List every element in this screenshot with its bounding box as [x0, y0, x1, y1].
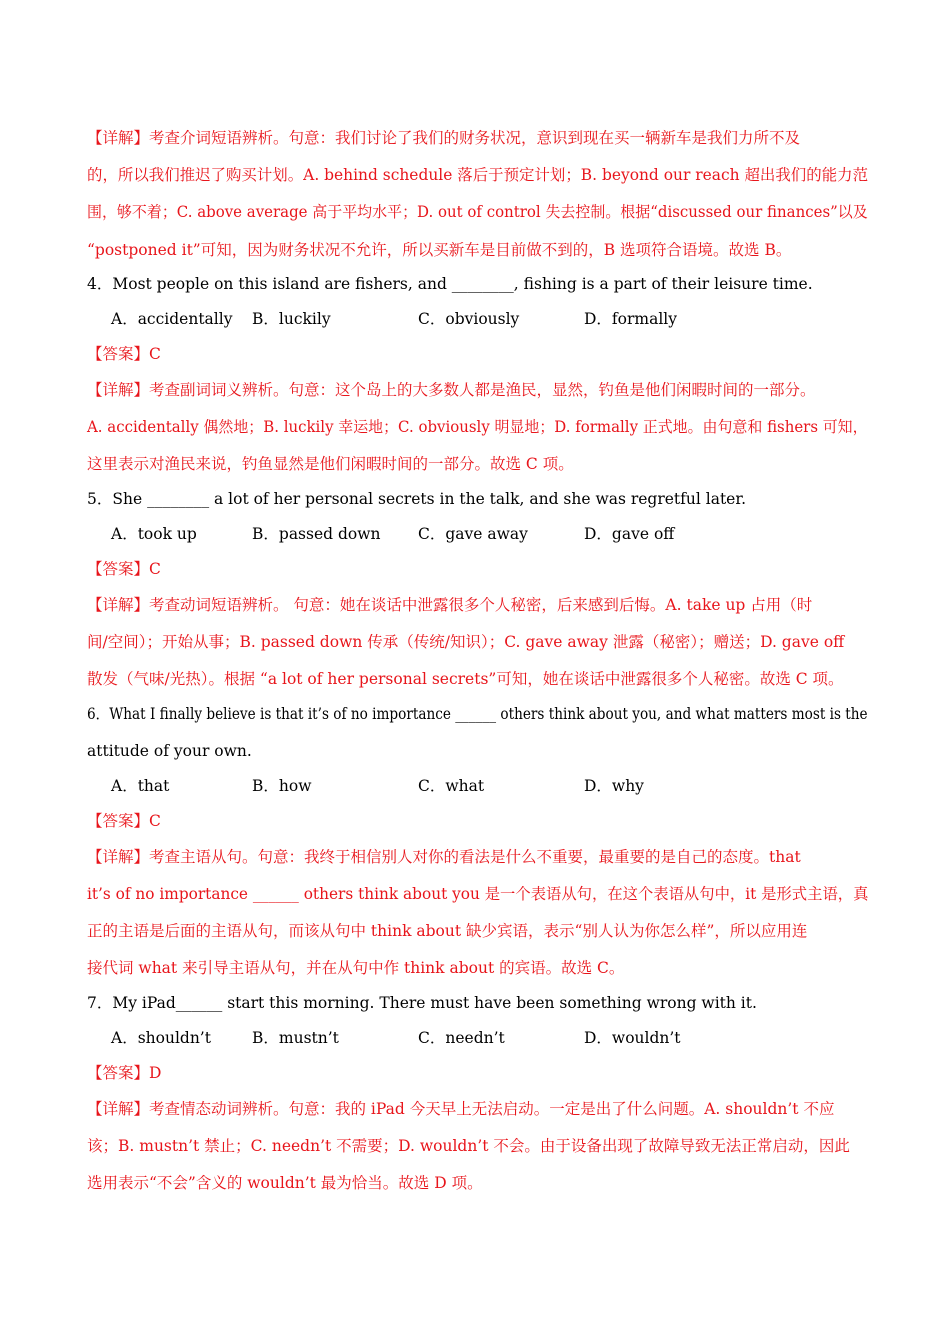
q3-detail-line-2: 的，所以我们推迟了购买计划。A. behind schedule 落后于预定计划；B. beyond our reach 超出我们的能力范	[87, 166, 869, 184]
q4-detail-line-1: 【详解】考查副词词义辨析。句意：这个岛上的大多数人都是渔民，显然，钓鱼是他们闲暇时间的一部分。	[87, 381, 816, 399]
q3-detail-line-3: 围，够不着；C. above average 高于平均水平；D. out of control 失去控制。根据“discussed our finances”以及	[87, 203, 868, 221]
q6-question-line-1: 6．What I finally believe is that it’s of no importance ______ others think about you, and what matters most is the	[87, 705, 868, 723]
q5-option-c: C．gave away	[418, 525, 528, 543]
q5-option-a: A．took up	[111, 525, 197, 543]
q7-option-b: B．mustn’t	[252, 1029, 339, 1047]
q6-detail-line-3: 正的主语是后面的主语从句，而该从句中 think about 缺少宾语，表示“别人认为你怎么样”，所以应用连	[87, 922, 808, 940]
q5-answer: 【答案】C	[87, 560, 161, 578]
q7-detail-line-2: 该；B. mustn’t 禁止；C. needn’t 不需要；D. wouldn’t 不会。由于设备出现了故障导致无法正常启动，因此	[87, 1137, 850, 1155]
q4-option-a: A．accidentally	[111, 310, 233, 328]
q6-detail-line-4: 接代词 what 来引导主语从句，并在从句中作 think about 的宾语。故选 C。	[87, 959, 625, 977]
q5-question: 5．She ________ a lot of her personal secrets in the talk, and she was regretful later.	[87, 490, 746, 508]
q4-detail-line-2: A. accidentally 偶然地；B. luckily 幸运地；C. obviously 明显地；D. formally 正式地。由句意和 fishers 可知，	[87, 418, 868, 436]
q6-answer: 【答案】C	[87, 812, 161, 830]
q5-detail-line-3: 散发（气味/光热）。根据 “a lot of her personal secrets”可知，她在谈话中泄露很多个人秘密。故选 C 项。	[87, 670, 844, 688]
q4-answer: 【答案】C	[87, 345, 161, 363]
q3-detail-line-1: 【详解】考查介词短语辨析。句意：我们讨论了我们的财务状况，意识到现在买一辆新车是我们力所不及	[87, 129, 801, 147]
q6-option-a: A．that	[111, 777, 170, 795]
q4-detail-line-3: 这里表示对渔民来说，钓鱼显然是他们闲暇时间的一部分。故选 C 项。	[87, 455, 574, 473]
q4-question: 4．Most people on this island are fishers, and ________, fishing is a part of their leisure time.	[87, 275, 813, 293]
q5-detail-line-1: 【详解】考查动词短语辨析。 句意：她在谈话中泄露很多个人秘密，后来感到后悔。A. take up 占用（时	[87, 596, 813, 614]
q6-option-c: C．what	[418, 777, 485, 795]
q7-question: 7．My iPad______ start this morning. There must have been something wrong with it.	[87, 994, 757, 1012]
q6-question-line-2: attitude of your own.	[87, 742, 252, 760]
q5-detail-line-2: 间/空间）；开始从事；B. passed down 传承（传统/知识）；C. gave away 泄露（秘密）；赠送；D. gave off	[87, 633, 845, 651]
q7-detail-line-1: 【详解】考查情态动词辨析。句意：我的 iPad 今天早上无法启动。一定是出了什么问题。A. shouldn’t 不应	[87, 1100, 835, 1118]
q6-detail-line-2: it’s of no importance ______ others think about you 是一个表语从句，在这个表语从句中，it 是形式主语，真	[87, 885, 869, 903]
q5-option-d: D．gave off	[584, 525, 675, 543]
q4-option-c: C．obviously	[418, 310, 520, 328]
q4-option-b: B．luckily	[252, 310, 331, 328]
q7-detail-line-3: 选用表示“不会”含义的 wouldn’t 最为恰当。故选 D 项。	[87, 1174, 483, 1192]
q6-option-d: D．why	[584, 777, 644, 795]
q5-option-b: B．passed down	[252, 525, 381, 543]
q6-option-b: B．how	[252, 777, 312, 795]
q7-option-c: C．needn’t	[418, 1029, 505, 1047]
q4-option-d: D．formally	[584, 310, 678, 328]
q7-option-a: A．shouldn’t	[111, 1029, 211, 1047]
q3-detail-line-4: “postponed it”可知，因为财务状况不允许，所以买新车是目前做不到的，B 选项符合语境。故选 B。	[87, 241, 792, 259]
q7-answer: 【答案】D	[87, 1064, 162, 1082]
q7-option-d: D．wouldn’t	[584, 1029, 681, 1047]
q6-detail-line-1: 【详解】考查主语从句。句意：我终于相信别人对你的看法是什么不重要，最重要的是自己的态度。that	[87, 848, 801, 866]
